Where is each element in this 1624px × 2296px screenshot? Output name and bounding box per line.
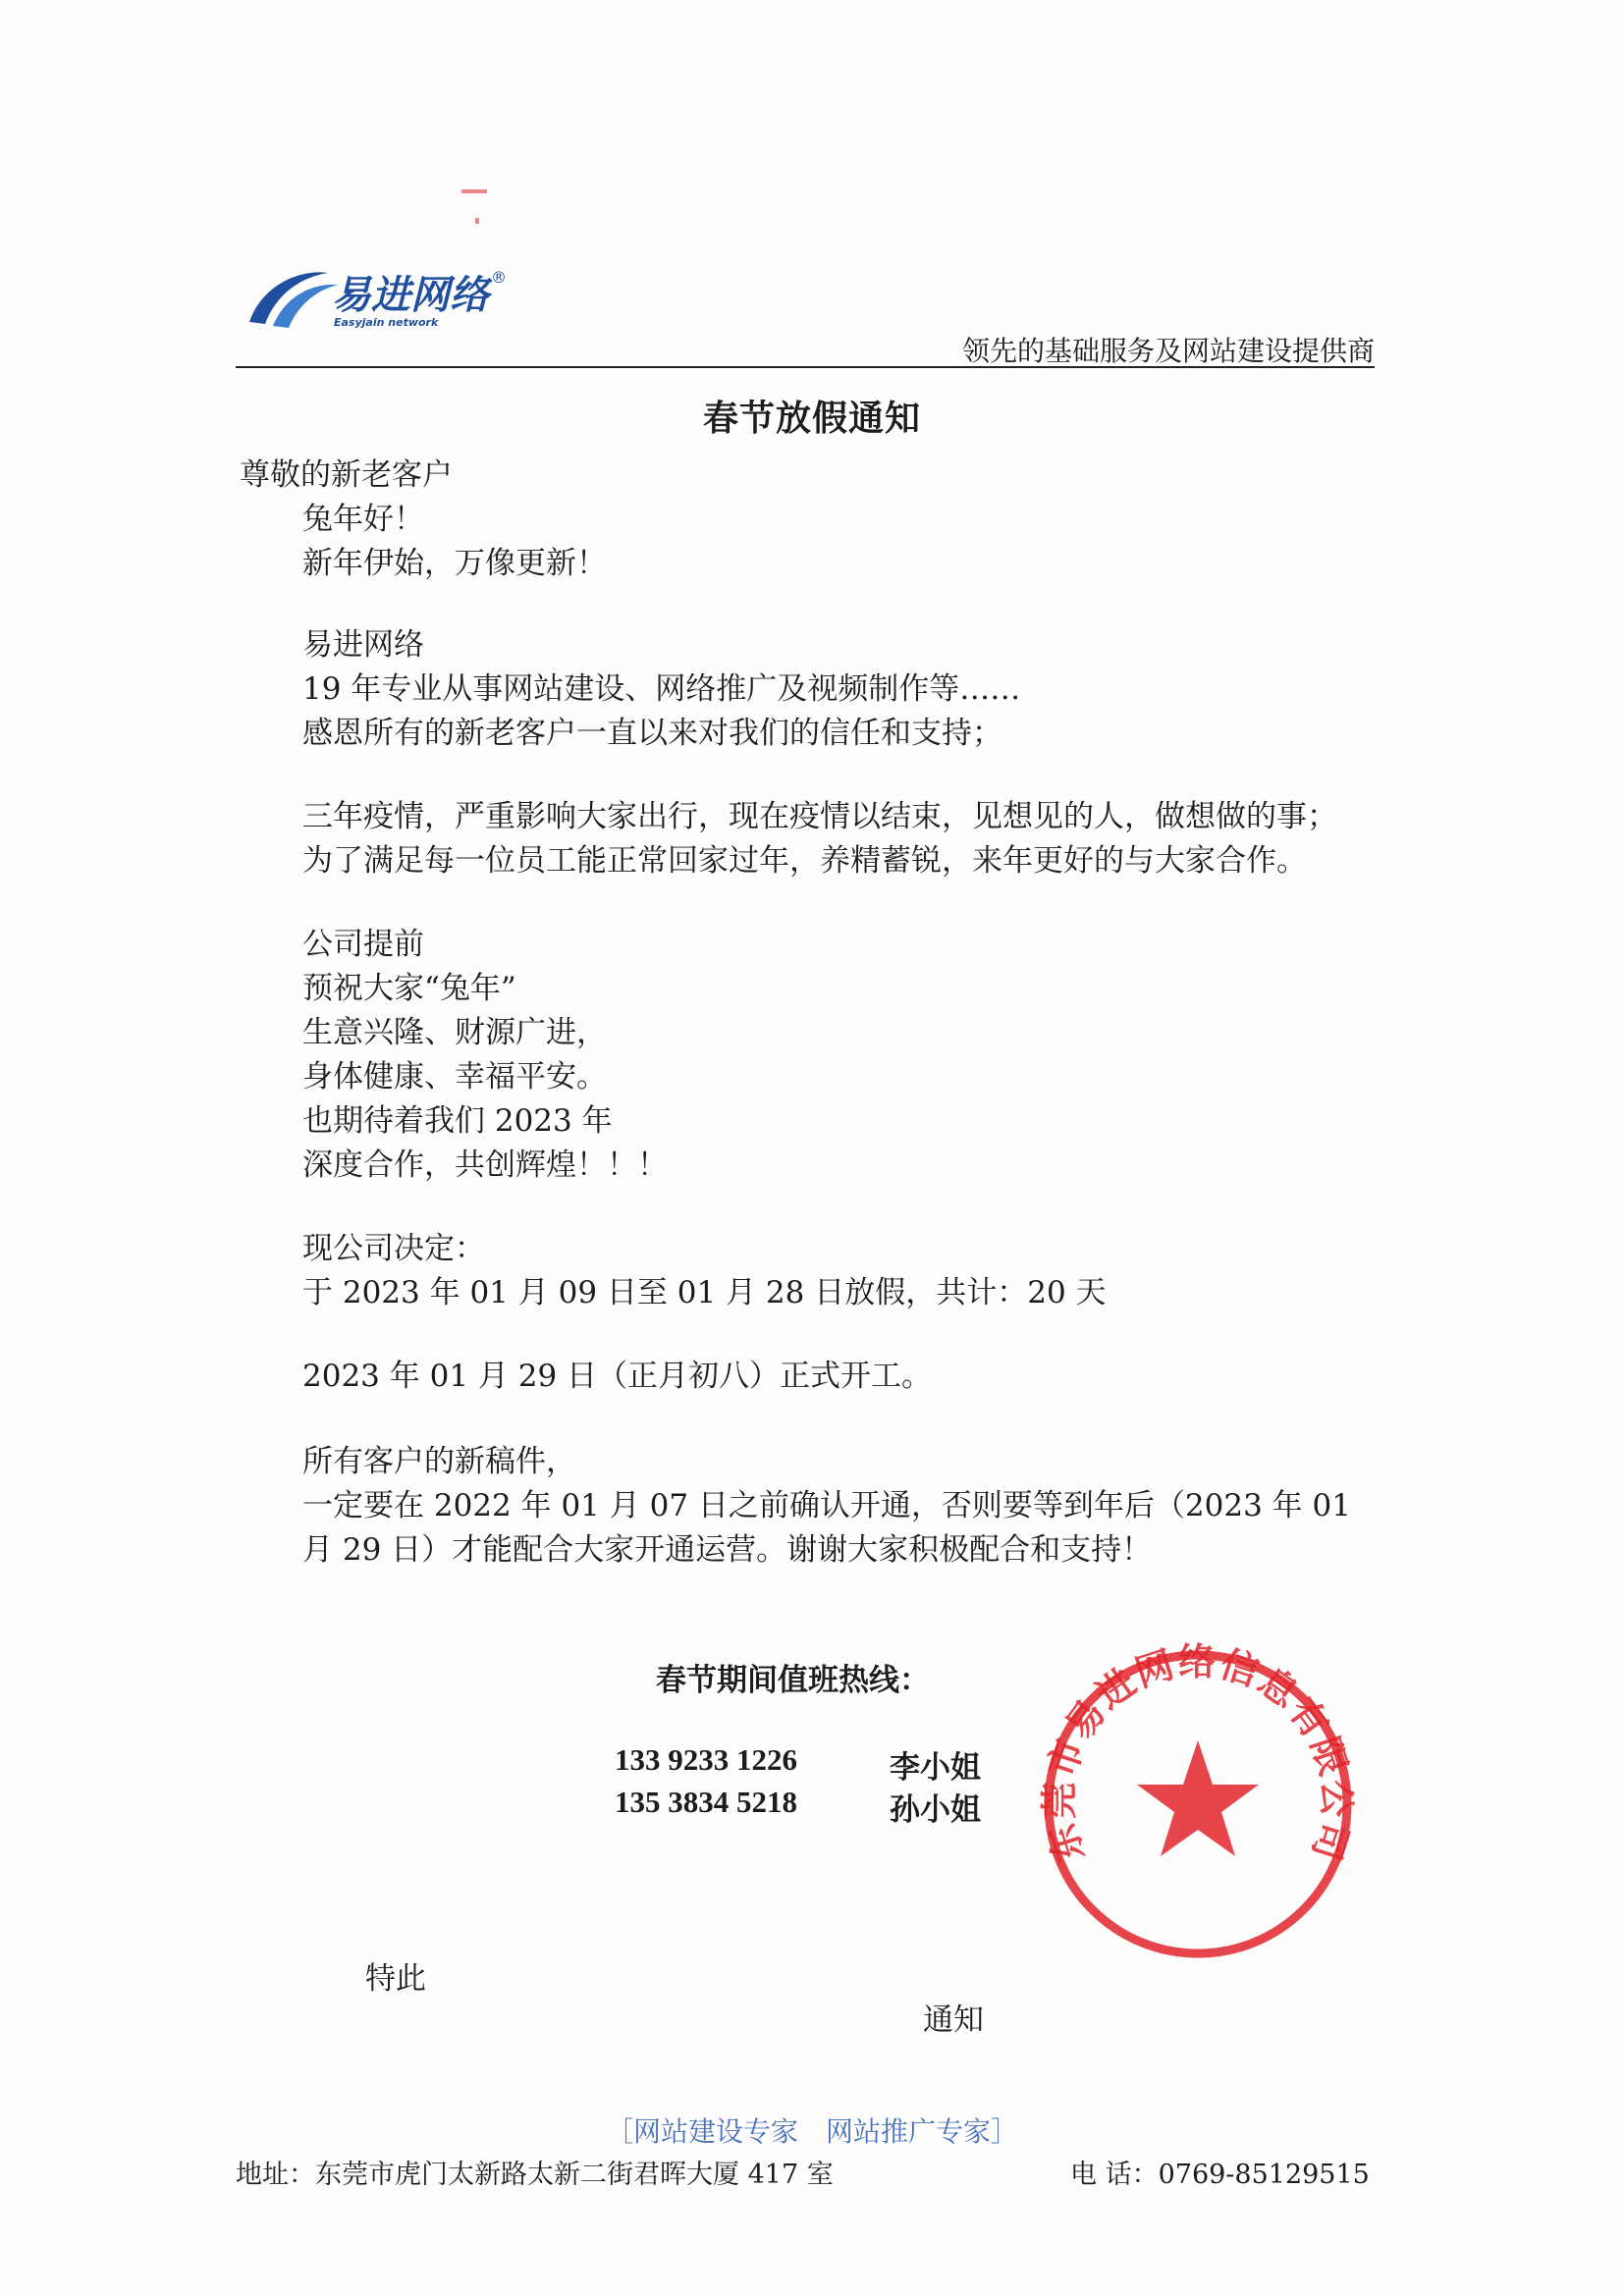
scan-mark	[475, 218, 479, 224]
closing-line-2: 通知	[923, 2002, 984, 2038]
salutation: 尊敬的新老客户	[240, 457, 453, 493]
body-line: 于 2023 年 01 月 09 日至 01 月 28 日放假，共计：20 天	[302, 1275, 1107, 1310]
body-line: 感恩所有的新老客户一直以来对我们的信任和支持；	[302, 716, 1002, 751]
body-line: 2023 年 01 月 29 日（正月初八）正式开工。	[302, 1359, 933, 1394]
footer-phone: 电 话：0769-85129515	[1070, 2160, 1370, 2190]
seal-stamp-icon	[1031, 1637, 1365, 1971]
header-divider	[236, 366, 1375, 368]
body-line: 也期待着我们 2023 年	[302, 1103, 613, 1139]
body-line: 兔年好！	[302, 502, 424, 537]
closing-line-1: 特此	[365, 1961, 426, 1997]
paragraph-company-intro	[302, 623, 1020, 756]
logo-swoosh-icon	[244, 263, 509, 332]
body-line: 预祝大家“兔年”	[302, 971, 516, 1006]
company-logo	[244, 263, 509, 332]
body-line: 深度合作，共创辉煌！！！	[302, 1148, 668, 1183]
paragraph-wishes	[302, 923, 668, 1188]
paragraph-holiday-reason	[302, 795, 1337, 883]
hotline-phone: 135 3834 5218	[615, 1785, 797, 1819]
body-line: 一定要在 2022 年 01 月 07 日之前确认开通，否则要等到年后（2023 年 01	[302, 1488, 1351, 1523]
hotline-contact	[615, 1742, 981, 1786]
paragraph-deadline	[302, 1440, 1351, 1573]
seal-star-icon	[1137, 1740, 1259, 1856]
body-line: 易进网络	[302, 627, 424, 663]
company-seal	[1031, 1637, 1365, 1971]
body-line: 现公司决定：	[302, 1231, 485, 1266]
body-line: 所有客户的新稿件，	[302, 1444, 576, 1479]
hotline-title: 春节期间值班热线：	[656, 1663, 930, 1698]
scan-mark	[461, 189, 487, 193]
body-line: 月 29 日）才能配合大家开通运营。谢谢大家积极配合和支持！	[302, 1532, 1153, 1568]
footer-address: 地址：东莞市虎门太新路太新二街君晖大厦 417 室	[236, 2160, 834, 2190]
notice-title: 春节放假通知	[702, 398, 921, 439]
footer-slogan: ［网站建设专家 网站推广专家］	[605, 2115, 1018, 2148]
body-line: 19 年专业从事网站建设、网络推广及视频制作等……	[302, 671, 1021, 707]
paragraph-greeting	[302, 498, 607, 586]
body-line: 为了满足每一位员工能正常回家过年，养精蓄锐，来年更好的与大家合作。	[302, 843, 1307, 879]
body-line: 身体健康、幸福平安。	[302, 1059, 607, 1095]
body-line: 公司提前	[302, 927, 424, 962]
body-line: 新年伊始，万像更新！	[302, 546, 607, 581]
logo-reg-mark: ®	[491, 268, 507, 287]
hotline-name: 李小姐	[890, 1750, 981, 1786]
hotline-contact	[615, 1785, 981, 1828]
body-line: 生意兴隆、财源广进，	[302, 1015, 607, 1050]
logo-text: 易进网络	[332, 273, 489, 318]
seal-text: 东莞市易进网络信息有限公司	[1036, 1639, 1360, 1868]
paragraph-reopen	[302, 1355, 932, 1399]
company-tagline: 领先的基础服务及网站建设提供商	[961, 335, 1375, 367]
paragraph-decision	[302, 1227, 1107, 1315]
hotline-phone: 133 9233 1226	[615, 1742, 797, 1777]
hotline-name: 孙小姐	[890, 1792, 981, 1828]
logo-subtext: Easyjain network	[334, 316, 439, 329]
body-line: 三年疫情，严重影响大家出行，现在疫情以结束，见想见的人，做想做的事；	[302, 799, 1337, 834]
